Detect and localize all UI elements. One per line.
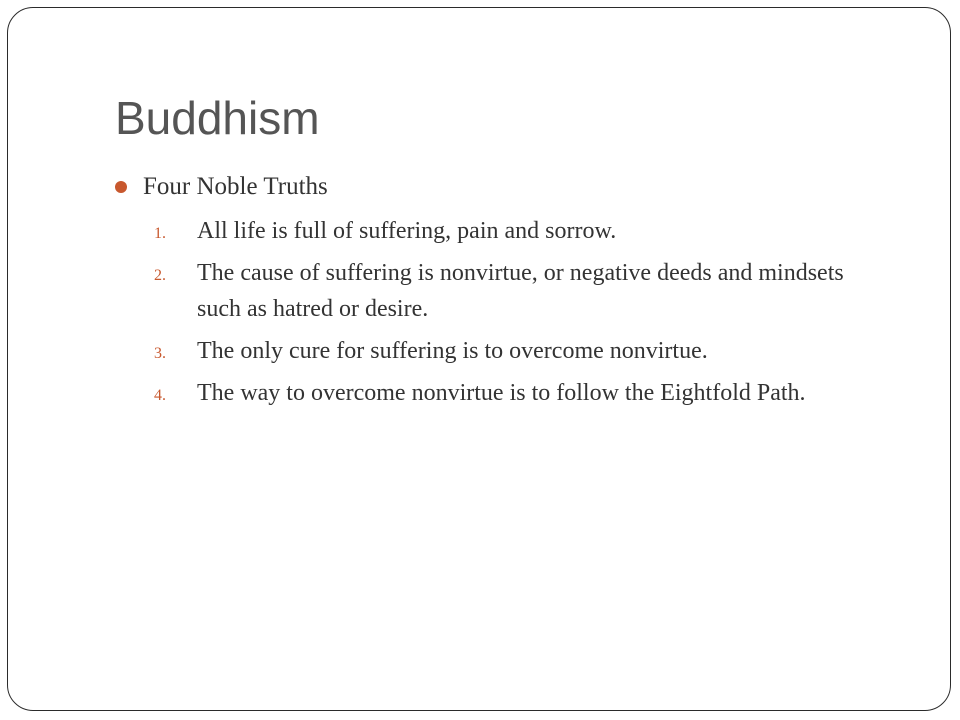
slide bbox=[7, 7, 951, 711]
bullet-item bbox=[115, 169, 875, 205]
list-item-number: 1. bbox=[154, 225, 166, 242]
list-item-text: The way to overcome nonvirtue is to follow the Eightfold Path. bbox=[197, 380, 806, 406]
list-item-text: All life is full of suffering, pain and sorrow. bbox=[197, 218, 617, 244]
list-item-number: 4. bbox=[154, 387, 166, 404]
list-item-number: 3. bbox=[154, 345, 166, 362]
list-item-text: The only cure for suffering is to overcome nonvirtue. bbox=[197, 338, 708, 364]
list-item-number: 2. bbox=[154, 267, 166, 284]
list-item bbox=[154, 333, 874, 369]
bullet-dot-icon bbox=[115, 181, 127, 193]
list-item-text: The cause of suffering is nonvirtue, or negative deeds and mindsets such as hatred or desire. bbox=[197, 260, 844, 322]
numbered-list bbox=[154, 213, 874, 417]
list-item bbox=[154, 375, 874, 411]
bullet-label: Four Noble Truths bbox=[143, 173, 328, 200]
list-item bbox=[154, 255, 874, 327]
list-item bbox=[154, 213, 874, 249]
slide-title: Buddhism bbox=[115, 92, 320, 144]
